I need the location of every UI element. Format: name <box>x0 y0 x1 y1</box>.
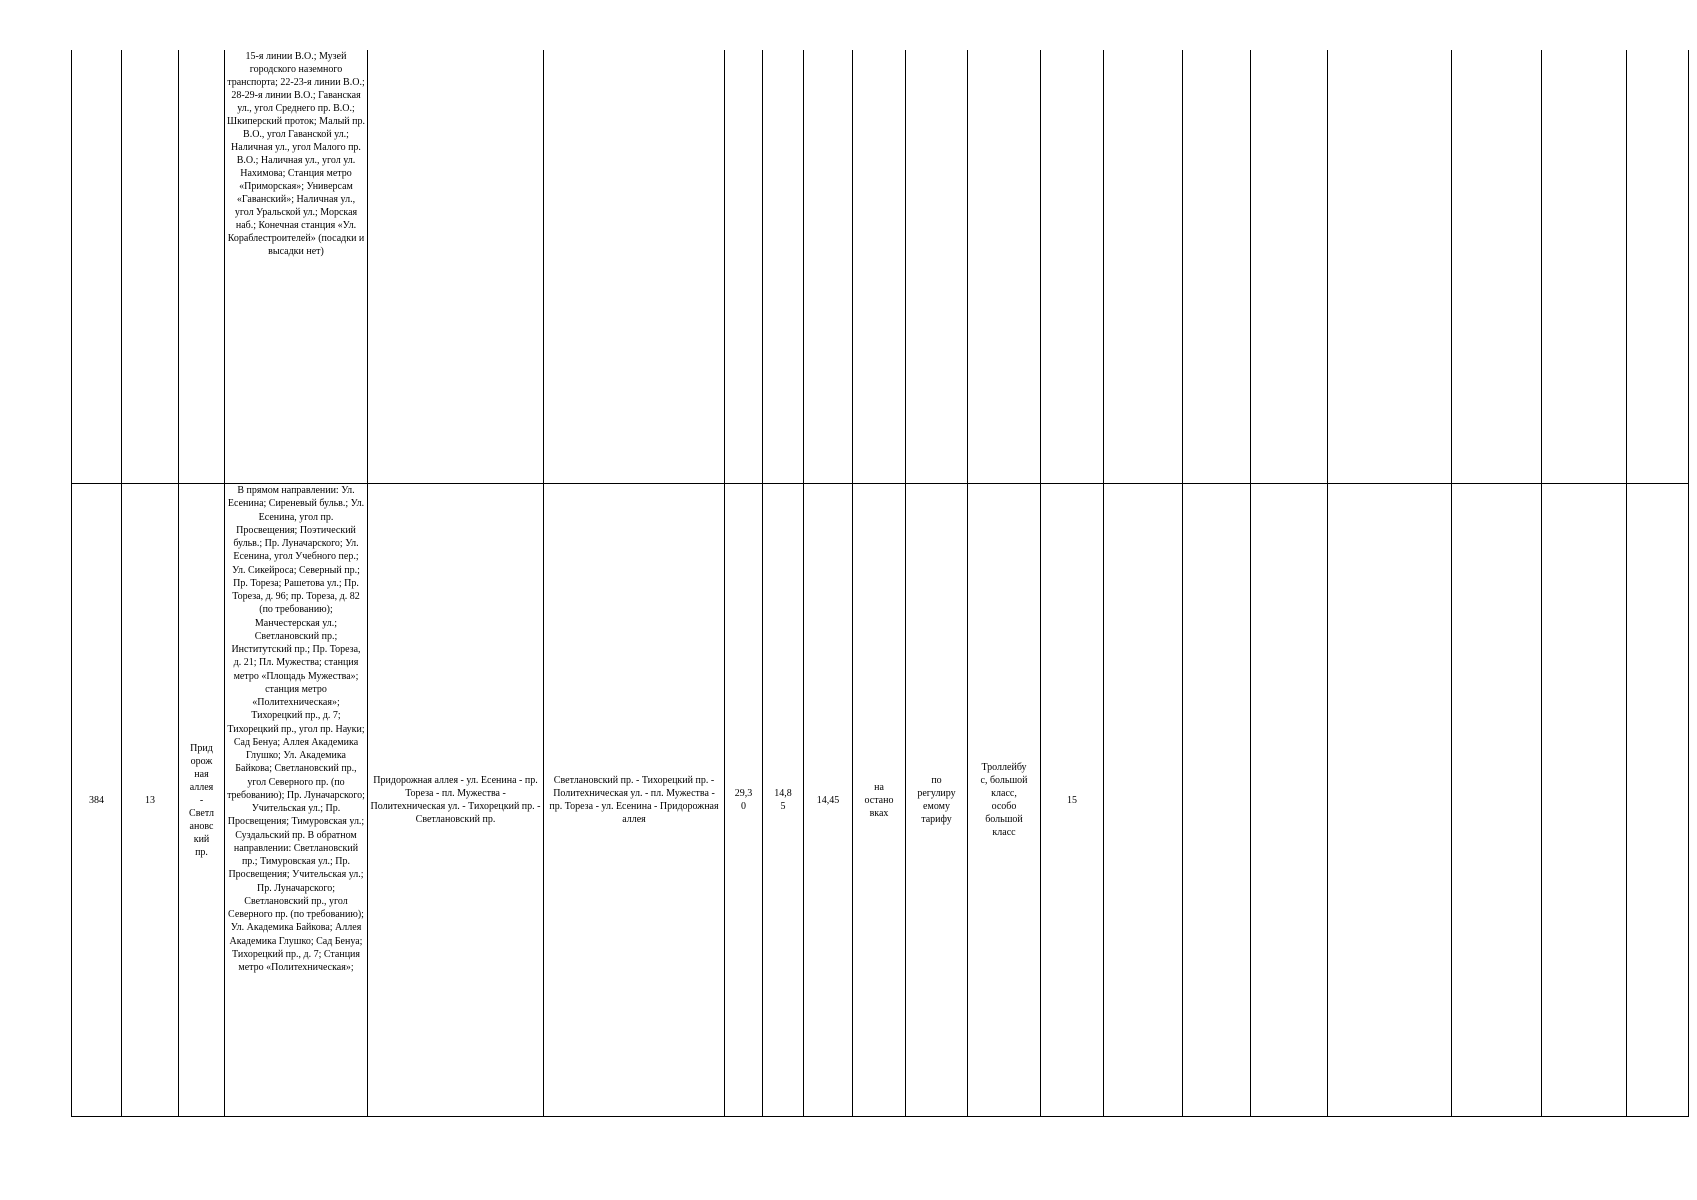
cell-reg-number: 384 <box>72 484 122 1117</box>
cell-streets-backward <box>544 50 725 484</box>
cell-empty <box>1627 50 1689 484</box>
cell-vehicle-count <box>1041 50 1104 484</box>
cell-route-name <box>179 50 225 484</box>
cell-length-other <box>804 50 853 484</box>
cell-empty <box>1542 50 1627 484</box>
cell-vehicle <box>968 50 1041 484</box>
cell-route-number <box>122 50 179 484</box>
cell-empty <box>1542 484 1627 1117</box>
cell-vehicle: Троллейбу с, большой класс, особо большой класс <box>968 484 1041 1117</box>
cell-empty <box>1251 50 1328 484</box>
cell-empty <box>1104 484 1183 1117</box>
cell-streets-backward: Светлановский пр. - Тихорецкий пр. - Политехническая ул. - пл. Мужества - пр. Тореза - ул. Есенина - Придорожная аллея <box>544 484 725 1117</box>
cell-empty <box>1251 484 1328 1117</box>
stops-text: 15-я линии В.О.; Музей городского наземного транспорта; 22-23-я линии В.О.; 28-29-я линии В.О.; Гаванская ул., угол Среднего пр. В.О.; Шкиперский проток; Малый пр. В.О., угол Гаванской ул.; Наличная ул., угол Малого пр. В.О.; Наличная ул., угол ул. Нахимова; Станция метро «Приморская»; Универсам «Гаванский»; Наличная ул., угол Уральской ул.; Морская наб.; Конечная станция «Ул. Кораблестроителей» (посадки и высадки нет) <box>227 51 366 257</box>
cell-streets-forward <box>368 50 544 484</box>
cell-empty <box>1452 50 1542 484</box>
cell-empty <box>1183 50 1251 484</box>
cell-empty <box>1183 484 1251 1117</box>
cell-route-number: 13 <box>122 484 179 1117</box>
cell-empty <box>1627 484 1689 1117</box>
cell-empty <box>1452 484 1542 1117</box>
route-registry-table <box>71 50 1689 1117</box>
cell-length-backward <box>763 50 804 484</box>
cell-stops <box>225 484 368 1117</box>
cell-tariff <box>906 50 968 484</box>
cell-vehicle-count: 15 <box>1041 484 1104 1117</box>
cell-boarding-order <box>853 50 906 484</box>
stops-text: В прямом направлении: Ул. Есенина; Сиреневый бульв.; Ул. Есенина, угол пр. Просвещения; Поэтический бульв.; Пр. Луначарского; Ул. Есенина, угол Учебного пер.; Ул. Сикейроса; Северный пр.; Пр. Тореза; Рашетова ул.; Пр. Тореза, д. 96; пр. Тореза, д. 82 (по требованию); Манчестерская ул.; Светлановский пр.; Институтский пр.; Пр. Тореза, д. 21; Пл. Мужества; станция метро «Площадь Мужества»; станция метро «Политехническая»; Тихорецкий пр., д. 7; Тихорецкий пр., угол пр. Науки; Сад Бенуа; Аллея Академика Глушко; Ул. Академика Байкова; Светлановский пр., угол Северного пр. (по требованию); Пр. Луначарского; Учительская ул.; Пр. Просвещения; Тимуровская ул.; Суздальский пр. В обратном направлении: Светлановский пр.; Тимуровская ул.; Пр. Просвещения; Учительская ул.; Пр. Луначарского; Светлановский пр., угол Северного пр. (по требованию); Ул. Академика Байкова; Аллея Академика Глушко; Сад Бенуа; Тихорецкий пр., д. 7; Станция метро «Политехническая»; <box>227 485 365 973</box>
table-row-route-384 <box>72 484 1689 1117</box>
cell-tariff: по регулиру емому тарифу <box>906 484 968 1117</box>
cell-streets-forward: Придорожная аллея - ул. Есенина - пр. Тореза - пл. Мужества - Политехническая ул. - Тихорецкий пр. - Светлановский пр. <box>368 484 544 1117</box>
cell-empty <box>1328 50 1452 484</box>
cell-boarding-order: на остано вках <box>853 484 906 1117</box>
cell-empty <box>1104 50 1183 484</box>
cell-stops <box>225 50 368 484</box>
cell-route-name: Прид орож ная аллея - Светл ановс кий пр. <box>179 484 225 1117</box>
cell-length-forward <box>725 50 763 484</box>
cell-length-other: 14,45 <box>804 484 853 1117</box>
cell-length-forward: 29,3 0 <box>725 484 763 1117</box>
cell-reg-number <box>72 50 122 484</box>
cell-length-backward: 14,8 5 <box>763 484 804 1117</box>
table-row-continuation <box>72 50 1689 484</box>
cell-empty <box>1328 484 1452 1117</box>
